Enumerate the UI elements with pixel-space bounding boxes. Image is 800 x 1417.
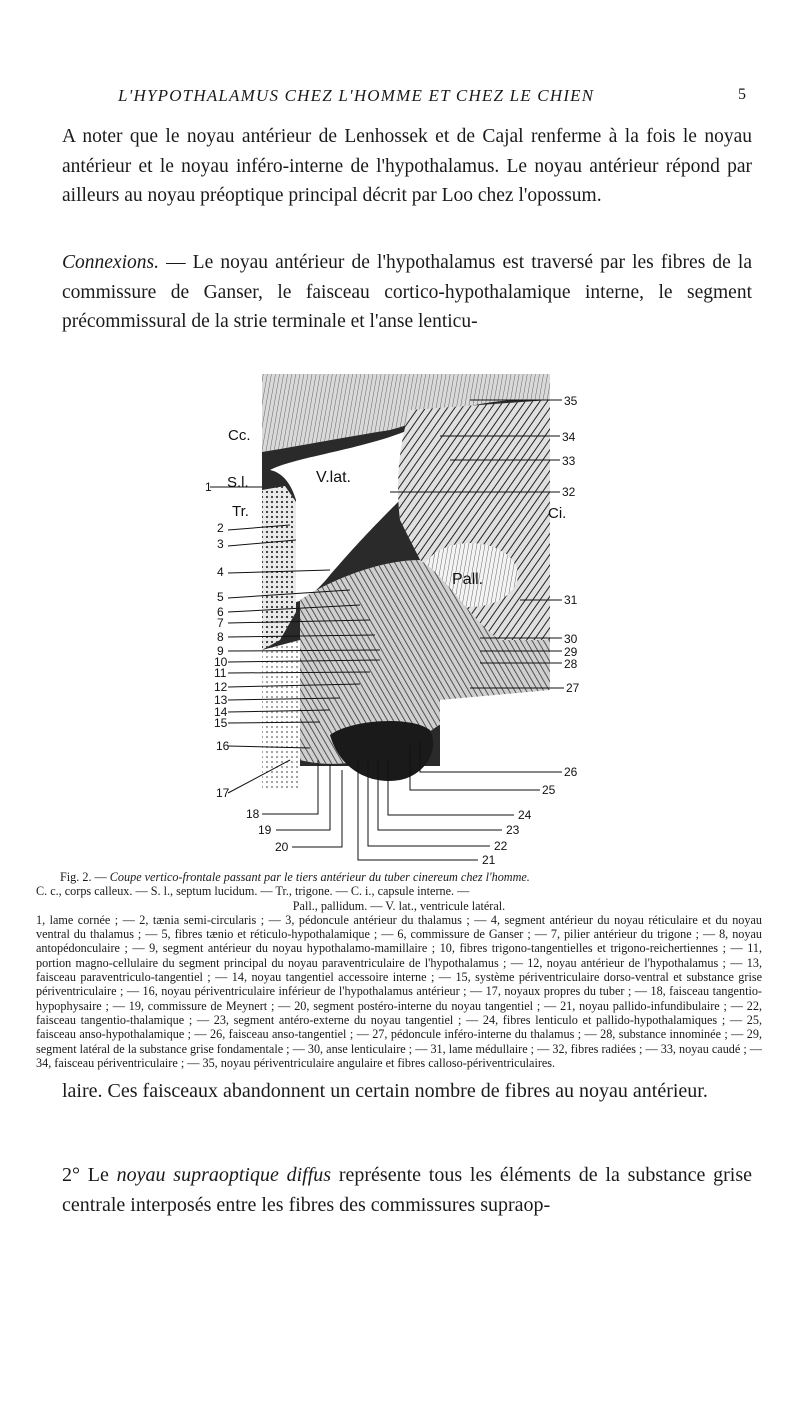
callout-19: 19 (258, 823, 272, 837)
callout-33: 33 (562, 454, 576, 468)
callout-26: 26 (564, 765, 578, 779)
callout-23: 23 (506, 823, 520, 837)
callout-12: 12 (214, 680, 228, 694)
callout-14: 14 (214, 705, 228, 719)
paragraph-2 (62, 248, 752, 337)
paragraph-4-lead: 2° Le (62, 1164, 117, 1186)
callout-13: 13 (214, 693, 228, 707)
paragraph-4-emphasis: noyau supraoptique diffus (116, 1164, 332, 1186)
label-cc: Cc. (228, 427, 251, 444)
callout-8: 8 (217, 630, 224, 644)
callout-32: 32 (562, 485, 576, 499)
callout-25: 25 (542, 783, 556, 797)
figure-caption (36, 870, 762, 1070)
label-ci: Ci. (548, 505, 567, 522)
page-number: 5 (738, 86, 746, 103)
callout-16: 16 (216, 739, 230, 753)
paragraph-4 (62, 1160, 752, 1220)
label-tr: Tr. (232, 503, 249, 520)
running-head (0, 86, 800, 114)
callout-11: 11 (214, 666, 227, 680)
caption-legend: 1, lame cornée ; — 2, tænia semi-circularis ; — 3, pédoncule antérieur du thalamus ; — 4, segment antérieur du noyau réticulaire et du noyau ventral du thalamus ; — 5, fibres tænio et réticulo-hypothalamique ; — 6, commissure de Ganser ; — 7, pilier antérieur du trigone ; — 8, noyau antopédonculaire ; — 9, segment antérieur du noyau hypothalamo-mamillaire ; 10, fibres trigono-tangentielles et trigono-reichertiennes ; — 11, portion magno-cellulaire du segment principal du noyau paraventriculaire de l'hypothalamus ; — 12, noyau antérieur de l'hypothalamus ; — 13, faisceau paraventriculo-tangentiel ; — 14, noyau tangentiel accessoire interne ; — 15, système périventriculaire dorso-ventral et substance grise périventriculaire ; — 16, noyau périventriculaire inférieur de l'hypothalamus antérieur ; — 17, noyaux propres du tuber ; — 18, faisceau tangentio-hypophysaire ; — 19, commissure de Meynert ; — 20, segment postéro-interne du noyau tangentiel ; — 21, noyau pallido-infundibulaire ; — 22, faisceau tangentio-thalamique ; — 23, segment antéro-externe du noyau tangentiel ; — 24, fibres lenticulo et pallido-hypothalamiques ; — 25, faisceau anso-hypothalamique ; — 26, faisceau anso-tangentiel ; — 27, pédoncule inféro-interne du thalamus ; — 28, substance innominée ; — 29, segment latéral de la substance grise fondamentale ; — 30, anse lenticulaire ; — 31, lame médullaire ; — 32, fibres radiées ; — 33, noyau caudé ; — 34, faisceau périventriculaire ; — 35, noyau périventriculaire angulaire et fibres calloso-périventriculaires. (36, 912, 762, 1070)
callout-15: 15 (214, 716, 228, 730)
callout-27: 27 (566, 681, 580, 695)
label-sl: S.l. (227, 474, 249, 491)
label-pall: Pall. (452, 571, 484, 588)
callout-18: 18 (246, 807, 260, 821)
paragraph-3: laire. Ces faisceaux abandonnent un certain nombre de fibres au noyau antérieur. (62, 1080, 708, 1102)
caption-title (36, 870, 762, 884)
callout-24: 24 (518, 808, 532, 822)
callout-7: 7 (217, 616, 224, 630)
anatomical-figure (0, 360, 800, 880)
callout-31: 31 (564, 593, 578, 607)
paragraph-2-lead: Connexions. (62, 252, 159, 273)
callout-30: 30 (564, 632, 578, 646)
callout-1: 1 (205, 480, 212, 494)
callout-3: 3 (217, 537, 224, 551)
paragraph-4-text: représente tous les éléments de la substance grise centrale interposés entre les fibres des commissures supraop- (62, 1164, 753, 1216)
running-title: L'HYPOTHALAMUS CHEZ L'HOMME ET CHEZ LE CHIEN (118, 86, 595, 105)
callout-22: 22 (494, 839, 508, 853)
caption-line-2: C. c., corps calleux. — S. l., septum lucidum. — Tr., trigone. — C. i., capsule interne. — (36, 884, 470, 899)
caption-abbreviations: Pall., pallidum. — V. lat., ventricule latéral. (292, 898, 506, 913)
label-vlat: V.lat. (316, 469, 351, 486)
callout-2: 2 (217, 521, 224, 535)
callout-17: 17 (216, 786, 230, 800)
caption-title-text: Coupe vertico-frontale passant par le tiers antérieur du tuber cinereum chez l'homme. (109, 870, 530, 884)
callout-20: 20 (275, 840, 289, 854)
callout-9: 9 (217, 644, 224, 658)
callout-35: 35 (564, 394, 578, 408)
callout-34: 34 (562, 430, 576, 444)
callout-21: 21 (482, 853, 496, 867)
paragraph-1: A noter que le noyau antérieur de Lenhossek et de Cajal renferme à la fois le noyau antérieur et le noyau inféro-interne de l'hypothalamus. Le noyau antérieur répond par ailleurs au noyau préoptique principal décrit par Loo chez l'opossum. (62, 126, 752, 206)
callout-4: 4 (217, 565, 224, 579)
caption-figure-number: Fig. 2. — (60, 870, 107, 884)
callout-10: 10 (214, 655, 228, 669)
callout-29: 29 (564, 645, 578, 659)
callout-6: 6 (217, 605, 224, 619)
callout-28: 28 (564, 657, 578, 671)
callout-5: 5 (217, 590, 224, 604)
paragraph-2-text: — Le noyau antérieur de l'hypothalamus est traversé par les fibres de la commissure de Ganser, le faisceau cortico-hypothalamique interne, le segment précommissural de la strie terminale et l'anse lenticu- (62, 252, 752, 332)
